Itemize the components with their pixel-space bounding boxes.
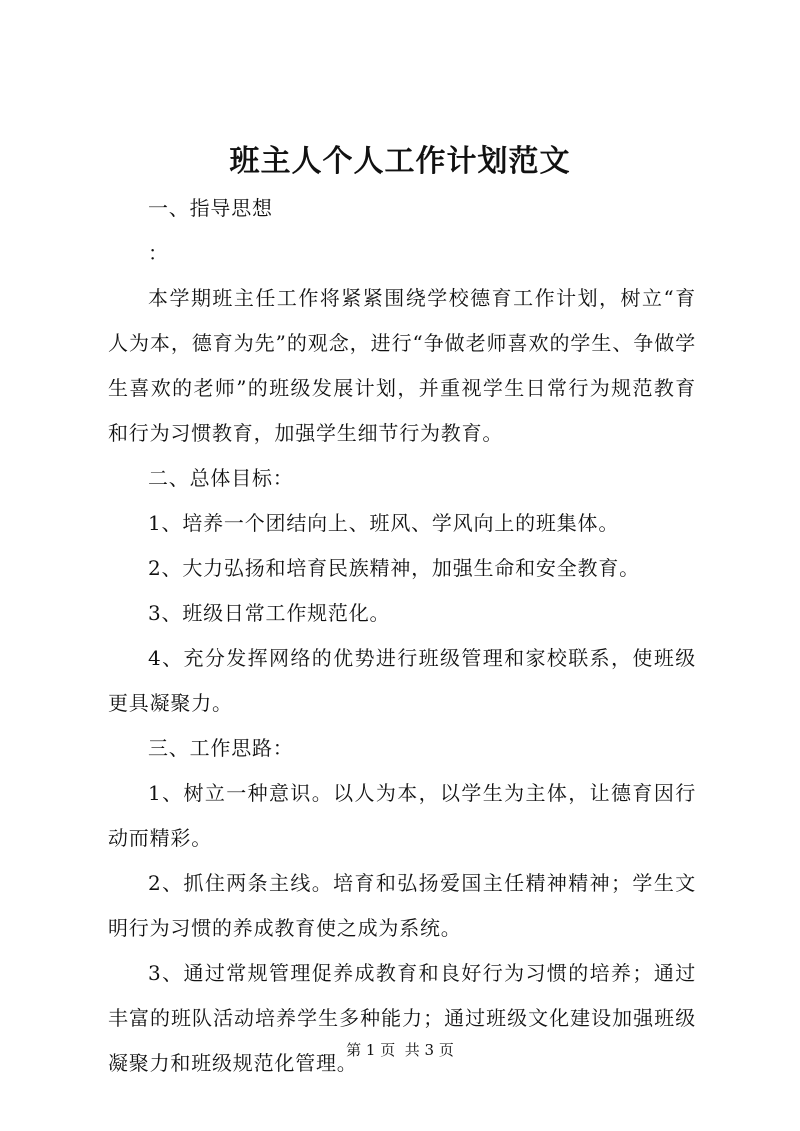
goal-item-1: 1、培养一个团结向上、班风、学风向上的班集体。: [148, 511, 620, 535]
paragraph-intro: 本学期班主任工作将紧紧围绕学校德育工作计划，树立“育人为本，德育为先”的观念，进行“争做老师喜欢的学生、争做学生喜欢的老师”的班级发展计划，并重视学生日常行为规范教育和行为习惯教育，加强学生细节行为教育。: [108, 286, 696, 445]
section-heading-goals: 二、总体目标：: [148, 466, 294, 490]
colon-line: ：: [148, 241, 169, 265]
goal-item-4: 4、充分发挥网络的优势进行班级管理和家校联系，使班级更具凝聚力。: [108, 646, 696, 715]
section-heading-approach: 三、工作思路：: [148, 736, 294, 760]
document-body: [108, 186, 696, 1086]
approach-item-3: 3、通过常规管理促养成教育和良好行为习惯的培养；通过丰富的班队活动培养学生多种能力；通过班级文化建设加强班级凝聚力和班级规范化管理。: [108, 961, 696, 1075]
approach-item-1: 1、树立一种意识。以人为本，以学生为主体，让德育因行动而精彩。: [108, 781, 696, 850]
approach-item-2: 2、抓住两条主线。培育和弘扬爱国主任精神精神；学生文明行为习惯的养成教育使之成为系统。: [108, 871, 696, 940]
goal-item-3: 3、班级日常工作规范化。: [148, 601, 391, 625]
page-title: 班主人个人工作计划范文: [229, 144, 571, 179]
page-footer: 第 1 页 共 3 页: [346, 1041, 454, 1059]
goal-item-2: 2、大力弘扬和培育民族精神，加强生命和安全教育。: [148, 556, 640, 580]
section-heading-guiding-thought: 一、指导思想: [148, 196, 273, 220]
